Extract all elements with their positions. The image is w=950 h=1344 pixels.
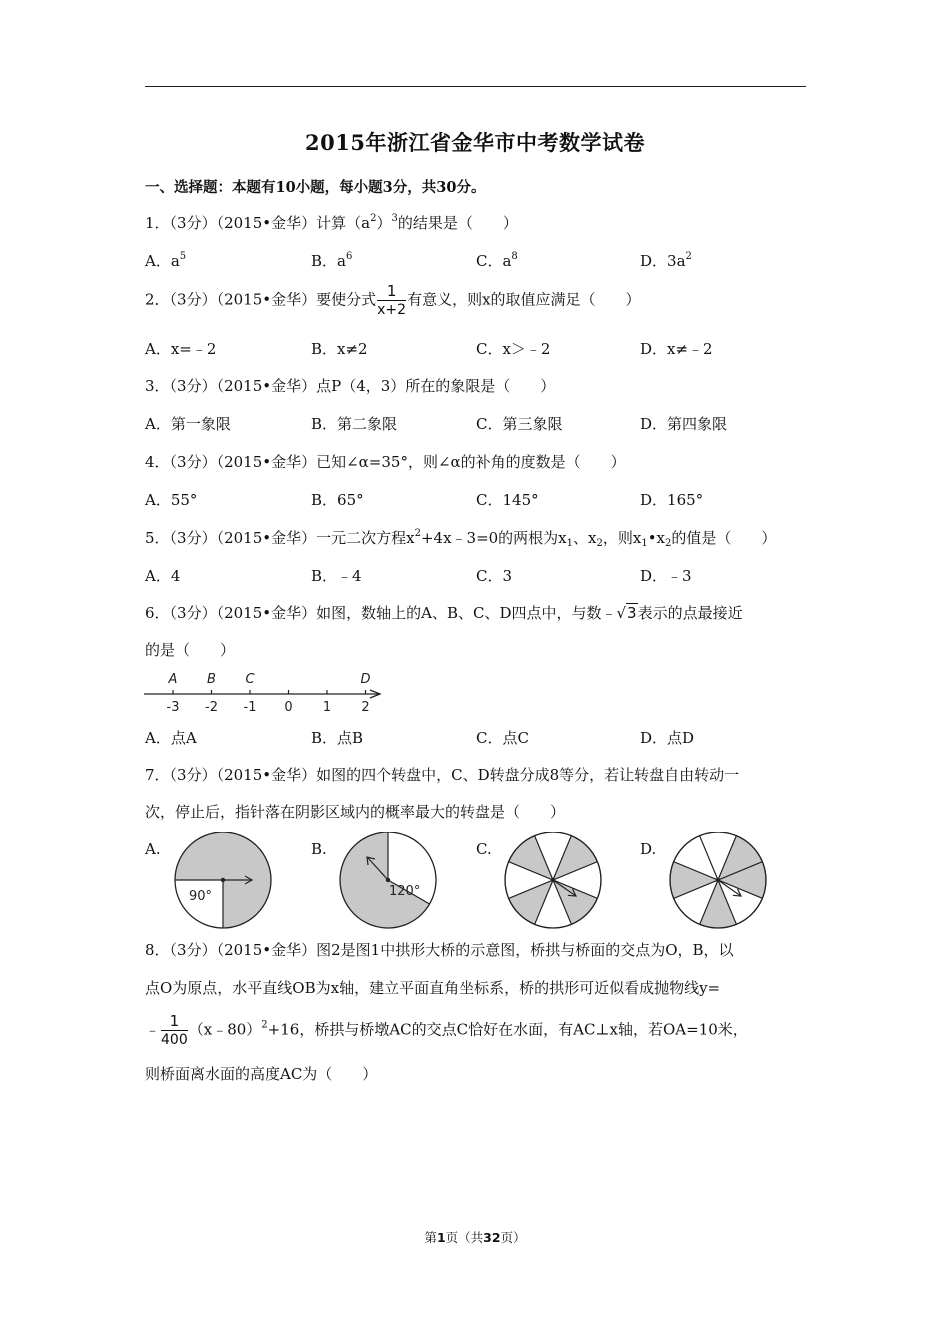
q1-option-b: B．$a^6$ (311, 251, 353, 270)
q7-option-c-label: C. (476, 840, 492, 858)
spinner-c-center (551, 878, 555, 882)
spinner-a-unshaded (175, 880, 223, 928)
q3-option-c: C．第三象限 (476, 415, 563, 433)
question-5: 5．（3分）（2015•金华）一元二次方程$x^2+4x﹣3=0$的两根为$x_1$、$x_2$，则$x_1•x_2$的值是（ ） (145, 528, 777, 549)
spinner-a (171, 832, 275, 930)
q2-option-d: D．x≠﹣2 (640, 340, 713, 358)
q4-option-c: C．145° (476, 491, 539, 509)
q5-option-d: D．﹣3 (640, 567, 692, 585)
q7-option-b-label: B. (311, 840, 327, 858)
page-title: 2015年浙江省金华市中考数学试卷 (305, 130, 645, 155)
q4-option-a: A．55° (145, 491, 198, 509)
q7-option-d-label: D. (640, 840, 657, 858)
q3-option-a: A．第一象限 (145, 415, 231, 433)
number-line-points (168, 672, 371, 687)
tick-label: 0 (284, 700, 293, 715)
q1-option-d: D．$3a^2$ (640, 251, 692, 270)
header-rule (145, 86, 806, 87)
q3-option-d: D．第四象限 (640, 415, 728, 433)
q1-option-c: C．$a^8$ (476, 251, 518, 270)
question-8-cont-3: 则桥面离水面的高度AC为（ ） (145, 1065, 378, 1083)
spinner-b-angle: 120° (389, 884, 421, 899)
q5-option-b: B．﹣4 (311, 567, 362, 585)
tick-label: -3 (166, 700, 180, 715)
spinner-d-center (716, 878, 720, 882)
spinner-d (666, 832, 770, 930)
spinner-a-angle: 90° (189, 889, 213, 904)
q6-option-c: C．点C (476, 729, 529, 747)
point-label: A (168, 672, 178, 687)
question-8-cont-2: ﹣ $\frac{1}{400}$ （x﹣80）$^2$+16，桥拱与桥墩AC的交点C恰好在水面，有AC⊥x轴，若OA=10米， (145, 1012, 748, 1048)
question-1: 1．（3分）（2015•金华）计算$(a^2)^3$的结果是（ ） (145, 213, 518, 232)
page-footer: 第1页（共32页） (424, 1230, 526, 1245)
tick-label: 1 (322, 700, 332, 715)
point-label: B (207, 672, 216, 687)
spinner-a-center (221, 878, 225, 882)
q2-option-b: B．x≠2 (311, 340, 368, 358)
q6-option-d: D．点D (640, 729, 695, 747)
q6-option-a: A．点A (145, 729, 197, 747)
q5-option-c: C．3 (476, 567, 513, 585)
spinner-b (336, 832, 440, 930)
q3-option-b: B．第二象限 (311, 415, 398, 433)
tick-label: -2 (205, 700, 218, 715)
number-line-figure (140, 666, 390, 716)
spinner-c (501, 832, 605, 930)
question-6: 6．（3分）（2015•金华）如图，数轴上的A、B、C、D四点中，与数﹣√3表示的点最接近 (145, 604, 743, 622)
question-8-cont-1: 点O为原点，水平直线OB为x轴，建立平面直角坐标系，桥的拱形可近似看成抛物线y= (145, 979, 721, 997)
q1-option-a: A．$a^5$ (145, 251, 187, 270)
question-7: 7．（3分）（2015•金华）如图的四个转盘中，C、D转盘分成8等分，若让转盘自由转动一 (145, 766, 740, 784)
tick-label: -1 (243, 700, 257, 715)
q7-option-a-label: A. (145, 840, 161, 858)
section-heading: 一、选择题：本题有10小题，每小题3分，共30分。 (145, 179, 486, 196)
question-6-cont: 的是（ ） (145, 641, 236, 659)
point-label: D (360, 672, 371, 687)
question-8: 8．（3分）（2015•金华）图2是图1中拱形大桥的示意图，桥拱与桥面的交点为O，B，以 (145, 941, 734, 959)
point-label: C (245, 672, 255, 687)
q4-option-d: D．165° (640, 491, 704, 509)
q2-option-c: C．x＞﹣2 (476, 340, 551, 358)
q2-option-a: A．x=﹣2 (145, 340, 217, 358)
question-7-cont: 次，停止后，指针落在阴影区域内的概率最大的转盘是（ ） (145, 803, 566, 821)
fraction: $\frac{1}{x+2}$ (377, 282, 407, 318)
spinner-b-center (386, 878, 390, 882)
question-4: 4．（3分）（2015•金华）已知∠α=35°，则∠α的补角的度数是（ ） (145, 453, 626, 471)
tick-label: 2 (361, 700, 370, 715)
sqrt-expression: √3 (616, 604, 637, 622)
q6-option-b: B．点B (311, 729, 364, 747)
q5-option-a: A．4 (145, 567, 181, 585)
fraction: $\frac{1}{400}$ (161, 1012, 188, 1048)
q4-option-b: B．65° (311, 491, 364, 509)
question-3: 3．（3分）（2015•金华）点P（4，3）所在的象限是（ ） (145, 377, 556, 395)
question-2: 2．（3分）（2015•金华）要使分式 $\frac{1}{x+2}$ 有意义，则x的取值应满足（ ） (145, 282, 641, 318)
